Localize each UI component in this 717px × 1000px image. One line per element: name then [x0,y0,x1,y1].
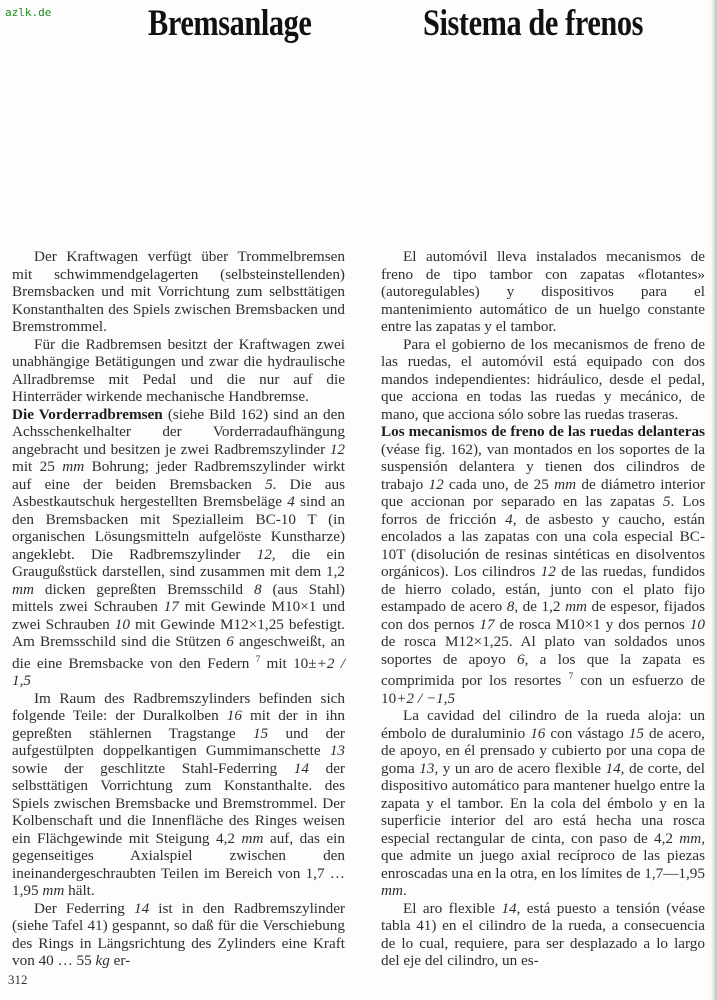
tolerance-es: 7 [568,671,574,681]
page-title-german: Bremsanlage [148,3,312,44]
paragraph-es-5: El aro flexible 14, está puesto a tensión (véase tabla 41) en el cilindro de la rueda, a consecuencia de lo cual, requiere, para ser desplazado a lo largo del eje del cilindro, un es- [381,899,705,970]
paragraph-de-1: Der Kraftwagen verfügt über Trommelbremsen mit schwimmendgelagerten (selbsteinstellenden) Bremsbacken und mit Vorrichtung zum selbsttätigen Konstanthalten des Spiels zwischen Bremsbacken und Bremstrommel. [12,248,345,335]
bleed-through-right [395,30,717,230]
tolerance-de: 7 [255,653,261,664]
paragraph-es-4: La cavidad del cilindro de la rueda aloja: un émbolo de duraluminio 16 con vástago 15 de acero, de apoyo, en él prensado y cubierto por una copa de goma 13, y un aro de acero flexible 14, de corte, del dispositivo automático para mantener huelgo entre la zapata y el tambor. En la cola del émbolo y en la superficie interior del aro está hecha una rosca especial rectangular de cinta, con paso de 4,2 mm, que admite un juego axial recíproco de las piezas enroscadas una en la otra, en los límites de 1,7—1,95 mm. [381,707,705,900]
column-spanish [381,248,705,970]
page-title-spanish: Sistema de frenos [423,3,644,44]
column-german [12,248,345,970]
watermark: azlk.de [5,6,52,19]
section-lead-de: Die Vorderradbremsen [12,405,163,423]
paragraph-de-5: Der Federring 14 ist in den Radbremszylinder (siehe Tafel 41) gespannt, so daß für die Verschiebung des Rings in Längsrichtung des Zylinders eine Kraft von 40 … 55 kg er- [12,899,345,970]
page-number: 312 [8,972,28,987]
paragraph-es-2: Para el gobierno de los mecanismos de freno de las ruedas, el automóvil está equipado con dos mandos independientes: hidráulico, desde el pedal, que acciona en todas las ruedas y mecánico, de mano, que acciona sólo sobre las ruedas traseras. [381,335,705,423]
paragraph-es-3: Los mecanismos de freno de las ruedas delanteras (véase fig. 162), van montados en los soportes de la suspensión delantera y tienen dos cilindros de trabajo 12 cada uno, de 25 mm de diámetro interior que accionan por separado en las zapatas 5. Los forros de fricción 4, de asbesto y caucho, están encolados a las zapatas con una cola especial BC-10T (disolución de resinas sintéticas en disolventos orgánicos). Los cilindros 12 de las ruedas, fundidos de hierro colado, están, junto con el plato fijo estampado de acero 8, de 1,2 mm de espesor, fijados con dos pernos 17 de rosca M10×1 y dos pernos 10 de rosca M12×1,25. Al plato van soldados unos soportes de apoyo 6, a los que la zapata es comprimida por los resortes $^7$ con un esfuerzo de 10+2 / −1,5 [381,423,706,707]
section-lead-es: Los mecanismos de freno de las ruedas delanteras [381,423,705,440]
paragraph-de-2: Für die Radbremsen besitzt der Kraftwagen zwei unabhängige Betätigungen und zwar die hydraulische Allradbremse mit Pedal und die nur auf die Hinterräder wirkende mechanische Handbremse. [12,335,345,405]
paragraph-es-1: El automóvil lleva instalados mecanismos de freno de tipo tambor con zapatas «flotantes» (autoregulables) y dispositivos para el mantenimiento automático de un huelgo constante entre las zapatas y el tambor. [381,248,705,335]
paragraph-de-3: Die Vorderradbremsen (siehe Bild 162) sind an den Achsschenkelhalter der Vorderradaufhängung angebracht und besitzen je zwei Radbremszylinder 12 mit 25 mm Bohrung; jeder Radbremszylinder wirkt auf eine der beiden Bremsbacken 5. Die aus Asbestkautschuk hergestellten Bremsbeläge 4 sind an den Bremsbacken mit Spezialleim BC-10 T (in organischen Lösungsmitteln aufgelöste Kunstharze) angeklebt. Die Radbremszylinder 12, die ein Graugußstück darstellen, sind zusammen mit dem 1,2 mm dicken gepreßten Bremsschild 8 (aus Stahl) mittels zwei Schrauben 17 mit Gewinde M10×1 und zwei Schrauben 10 mit Gewinde M12×1,25 befestigt. Am Bremsschild sind die Stützen 6 angeschweißt, an die eine Bremsbacke von den Federn $^7$ mit 10±+2 / 1,5 [12,405,346,690]
paragraph-de-4: Im Raum des Radbremszylinders befinden sich folgende Teile: der Duralkolben 16 mit der in ihn gepreßten stählernen Tragstange 15 und der aufgestülpten doppelkantigen Gummimanschette 13 sowie der geschlitzte Stahl-Federring 14 der selbsttätigen Vorrichtung zum Konstanthalte. des Spiels zwischen Bremsbacke und Bremstrommel. Der Kolbenschaft und die Innenfläche des Ringes weisen ein Flächgewinde mit Steigung 4,2 mm auf, das ein gegenseitiges Axialspiel zwischen den ineinandergeschraubten Teilen im Bereich von 1,7 … 1,95 mm hält. [12,689,345,900]
